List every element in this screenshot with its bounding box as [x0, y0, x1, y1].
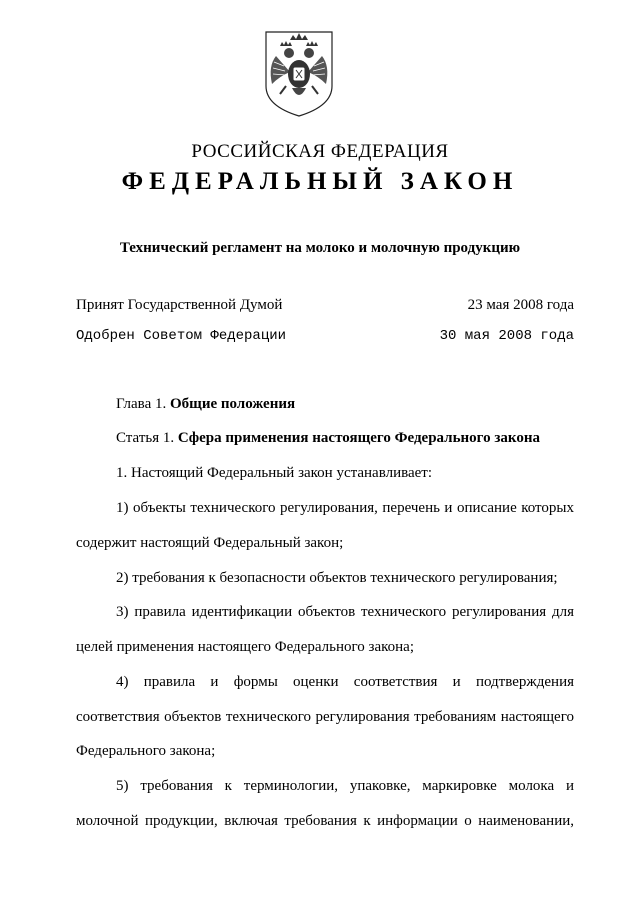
item-3-line-1: 3) правила идентификации объектов технического регулирования для	[116, 604, 574, 620]
item-5-line-2: молочной продукции, включая требования к информации о наименовании,	[76, 813, 574, 829]
item-4-line-3: Федерального закона;	[76, 743, 216, 759]
chapter-prefix: Глава 1.	[116, 396, 167, 412]
duma-adoption-label: Принят Государственной Думой	[76, 297, 283, 313]
document-type-heading: ФЕДЕРАЛЬНЫЙ ЗАКОН	[121, 168, 519, 195]
item-1-line-2: содержит настоящий Федеральный закон;	[76, 535, 344, 551]
country-heading: РОССИЙСКАЯ ФЕДЕРАЦИЯ	[191, 141, 449, 162]
item-1-line-1: 1) объекты технического регулирования, перечень и описание которых	[116, 500, 574, 516]
duma-adoption-date: 23 мая 2008 года	[467, 297, 574, 313]
paragraph-1: 1. Настоящий Федеральный закон устанавливает:	[116, 465, 433, 481]
council-approval-label: Одобрен Советом Федерации	[76, 328, 287, 344]
coat-of-arms-icon	[256, 26, 342, 118]
article-prefix: Статья 1.	[116, 430, 175, 446]
item-2: 2) требования к безопасности объектов технического регулирования;	[116, 570, 558, 586]
item-5-line-1: 5) требования к терминологии, упаковке, маркировке молока и	[116, 778, 574, 794]
item-4-line-2: соответствия объектов технического регулирования требованиям настоящего	[76, 709, 574, 725]
chapter-heading	[116, 396, 295, 413]
chapter-name: Общие положения	[169, 396, 296, 412]
council-approval-date: 30 мая 2008 года	[439, 328, 574, 344]
item-4-line-1: 4) правила и формы оценки соответствия и подтверждения	[116, 674, 574, 690]
article-heading	[116, 430, 540, 447]
item-3-line-2: целей применения настоящего Федерального закона;	[76, 639, 414, 655]
document-title: Технический регламент на молоко и молочную продукцию	[119, 240, 521, 256]
article-name: Сфера применения настоящего Федерального закона	[177, 430, 540, 446]
